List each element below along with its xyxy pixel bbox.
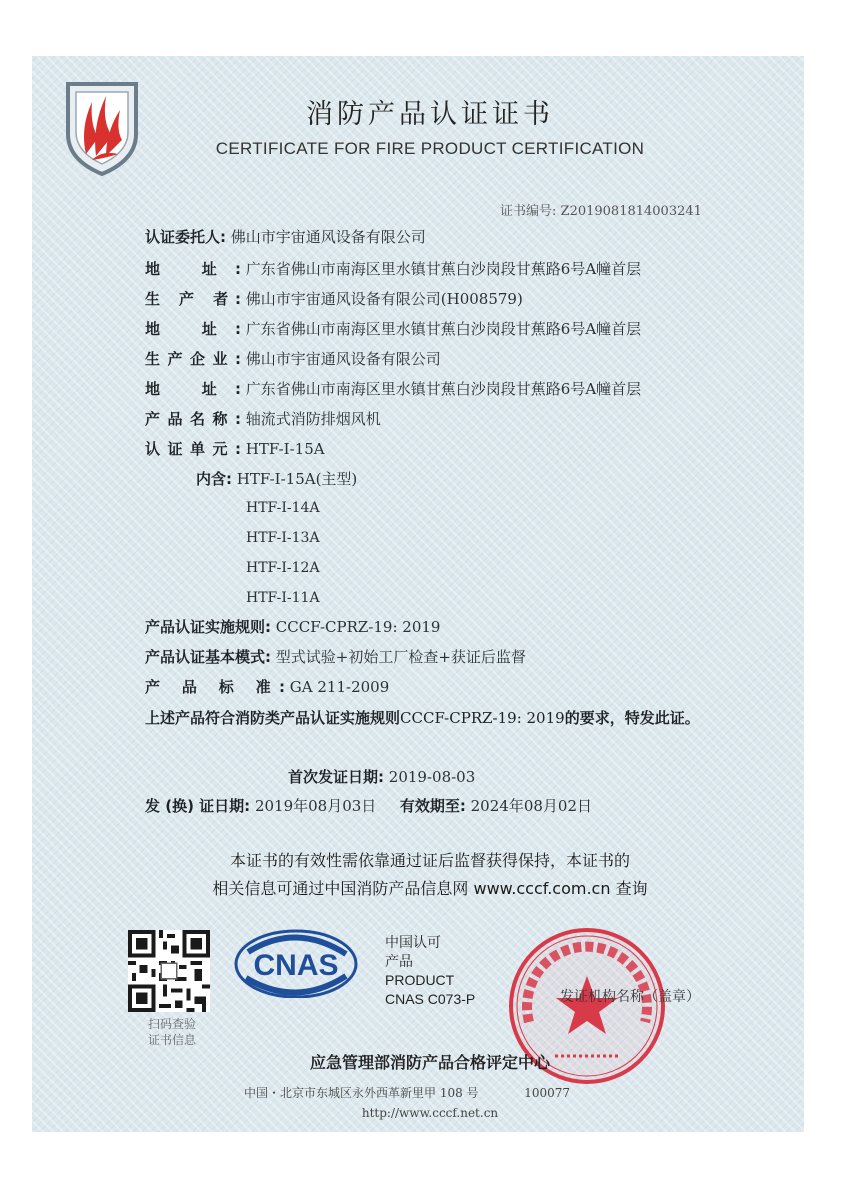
- issuer-address-text: 中国・北京市东城区永外西革新里甲 108 号: [244, 1086, 479, 1100]
- model-item: HTF-I-14A: [246, 500, 320, 516]
- certificate-title-cn: 消防产品认证证书: [306, 99, 554, 130]
- producer-address-value: 广东省佛山市南海区里水镇甘蕉白沙岗段甘蕉路6号A幢首层: [245, 320, 642, 338]
- product-row: [145, 408, 381, 432]
- contents-label: 内含:: [196, 470, 232, 488]
- rule-value: CCCF-CPRZ-19: 2019: [275, 618, 441, 636]
- qr-caption-line-2: 证书信息: [147, 1033, 196, 1047]
- notice-line-1: 本证书的有效性需依靠通过证后监督获得保持，本证书的: [229, 851, 630, 870]
- unit-value: HTF-I-15A: [245, 440, 325, 458]
- unit-label: 认证单元:: [145, 440, 241, 458]
- issuer-postcode: 100077: [524, 1086, 571, 1100]
- certificate-number: [500, 200, 702, 219]
- producer-label: 生 产 者:: [145, 290, 241, 308]
- standard-value: GA 211-2009: [289, 678, 390, 696]
- cnas-logo-text: CNAS: [253, 949, 339, 982]
- mode-label: 产品认证基本模式:: [145, 648, 271, 666]
- certificate-number-label: 证书编号:: [500, 204, 557, 219]
- contents-row: [196, 468, 357, 492]
- cnas-logo-icon: [234, 928, 358, 998]
- enterprise-value: 佛山市宇宙通风设备有限公司: [245, 350, 441, 368]
- producer-value: 佛山市宇宙通风设备有限公司(H008579): [245, 290, 523, 308]
- issue-date-row: [145, 795, 592, 819]
- enterprise-address-label: 地 址:: [145, 380, 241, 398]
- qr-caption-line-1: 扫码查验: [147, 1017, 196, 1031]
- issuer-name: 应急管理部消防产品合格评定中心: [309, 1053, 550, 1072]
- producer-address-label: 地 址:: [145, 320, 241, 338]
- statement-part2: 的要求，特发此证。: [564, 709, 700, 727]
- client-address-value: 广东省佛山市南海区里水镇甘蕉白沙岗段甘蕉路6号A幢首层: [245, 260, 642, 278]
- valid-until-value: 2024年08月02日: [470, 797, 592, 815]
- first-issue-row: [288, 766, 475, 790]
- standard-row: [145, 676, 389, 700]
- accreditation-line-2: 产品: [385, 953, 413, 969]
- model-item: HTF-I-13A: [246, 530, 320, 546]
- statement-part1: 上述产品符合消防类产品认证实施规则: [145, 709, 401, 727]
- client-address-label: 地 址:: [145, 260, 241, 278]
- accreditation-line-4: CNAS C073-P: [385, 991, 476, 1007]
- notice-line-2: 相关信息可通过中国消防产品信息网 www.cccf.com.cn 查询: [212, 879, 648, 898]
- valid-until-label: 有效期至:: [399, 797, 466, 815]
- accreditation-line-3: PRODUCT: [385, 972, 455, 988]
- client-value: 佛山市宇宙通风设备有限公司: [230, 228, 426, 246]
- enterprise-row: [145, 348, 441, 372]
- statement-rule: CCCF-CPRZ-19: 2019: [400, 709, 565, 727]
- model-item: HTF-I-12A: [246, 560, 320, 576]
- mode-value: 型式试验+初始工厂检查+获证后监督: [275, 648, 526, 666]
- issuer-address: [244, 1084, 570, 1101]
- product-label: 产品名称:: [145, 410, 241, 428]
- first-issue-value: 2019-08-03: [388, 768, 476, 786]
- issue-date-label: 发 (换) 证日期:: [145, 797, 251, 815]
- first-issue-label: 首次发证日期:: [288, 768, 384, 786]
- producer-row: [145, 288, 523, 312]
- model-item: HTF-I-15A(主型): [236, 470, 358, 488]
- qr-caption: [132, 1016, 212, 1048]
- issue-date-value: 2019年08月03日: [254, 797, 377, 815]
- issuer-website: http://www.cccf.net.cn: [361, 1106, 499, 1120]
- rule-row: [145, 616, 440, 640]
- enterprise-address-row: [145, 378, 641, 402]
- issuer-note: 发证机构名称（盖章）: [560, 989, 700, 1005]
- enterprise-label: 生产企业:: [145, 350, 241, 368]
- client-label: 认证委托人:: [145, 228, 226, 246]
- mode-row: [145, 646, 526, 670]
- rule-label: 产品认证实施规则:: [145, 618, 271, 636]
- standard-label: 产 品 标 准:: [145, 678, 285, 696]
- enterprise-address-value: 广东省佛山市南海区里水镇甘蕉白沙岗段甘蕉路6号A幢首层: [245, 380, 642, 398]
- unit-row: [145, 438, 325, 462]
- producer-address-row: [145, 318, 641, 342]
- accreditation-line-1: 中国认可: [385, 934, 441, 950]
- qr-code-icon: [128, 930, 210, 1012]
- product-value: 轴流式消防排烟风机: [245, 410, 381, 428]
- model-item: HTF-I-11A: [246, 590, 320, 606]
- client-row: [145, 226, 426, 250]
- accreditation-block: [385, 933, 475, 1009]
- certificate-number-value: Z2019081814003241: [560, 204, 702, 219]
- certificate-title-en: CERTIFICATE FOR FIRE PRODUCT CERTIFICATION: [215, 139, 645, 158]
- statement: [145, 703, 725, 733]
- client-address-row: [145, 258, 641, 282]
